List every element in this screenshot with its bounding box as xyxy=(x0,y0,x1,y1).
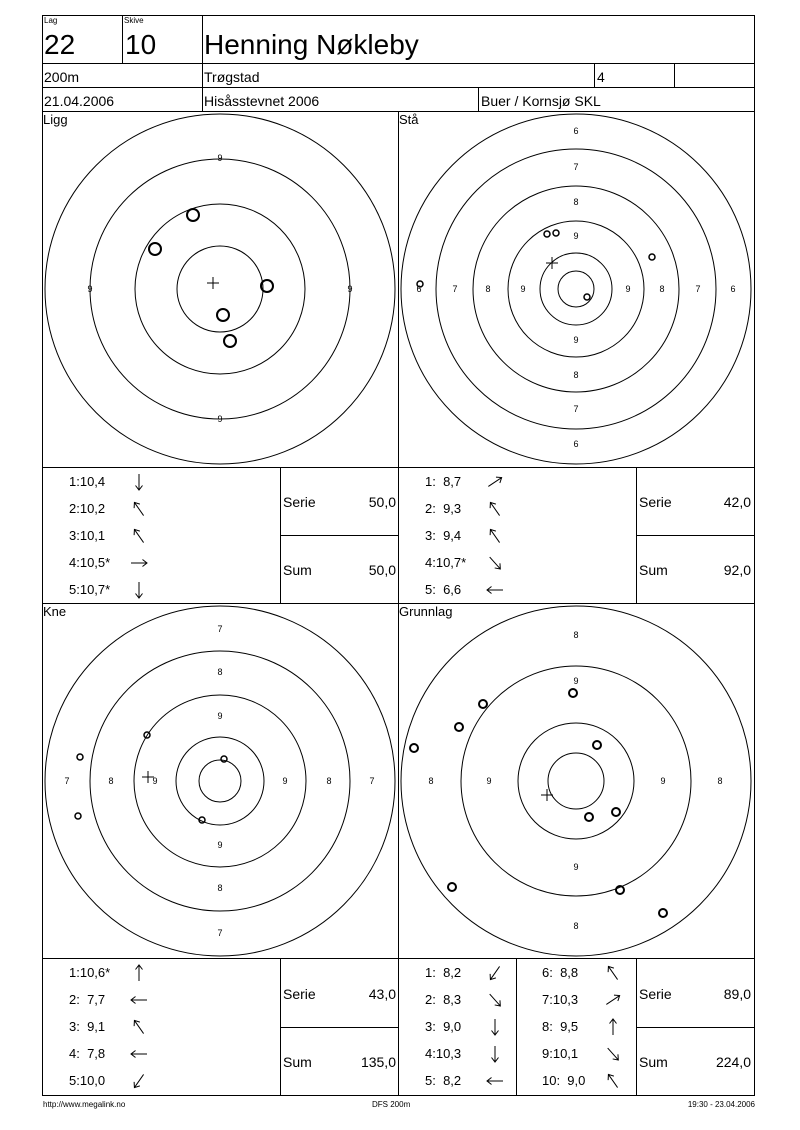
sta-ring-label: 7 xyxy=(695,284,701,294)
ligg-shot-score: 3:10,1 xyxy=(69,528,106,543)
ligg-sum-label: Sum xyxy=(283,562,312,578)
grunnlag-sum-value: 224,0 xyxy=(715,1054,751,1070)
grunnlag-shot-hole xyxy=(593,741,601,749)
club: Trøgstad xyxy=(204,69,260,85)
sta-ring xyxy=(473,186,679,392)
sta-shot-hole xyxy=(584,294,590,300)
event: Hisåsstevnet 2006 xyxy=(204,93,320,109)
kne-ring-label: 8 xyxy=(217,883,223,893)
kne-shot-score: 2: 7,7 xyxy=(69,992,106,1007)
skive-value: 10 xyxy=(125,29,157,60)
ligg-shot-hole xyxy=(217,309,229,321)
grunnlag-shot-hole xyxy=(479,700,487,708)
sta-serie-label: Serie xyxy=(639,494,672,510)
sta-sum-value: 92,0 xyxy=(723,562,751,578)
ligg-shot-hole xyxy=(187,209,199,221)
kne-shot-hole xyxy=(77,754,83,760)
grunnlag-ring-label: 8 xyxy=(428,776,434,786)
grunnlag-ring-label: 8 xyxy=(717,776,723,786)
grunnlag-shot-score: 10: 9,0 xyxy=(542,1073,586,1088)
ligg-serie-label: Serie xyxy=(283,494,316,510)
grunnlag-ring-label: 9 xyxy=(486,776,492,786)
grunnlag-ring-label: 8 xyxy=(573,921,579,931)
kne-sum-value: 135,0 xyxy=(360,1054,396,1070)
ligg-ring-label: 9 xyxy=(347,284,353,294)
grunnlag-shot-hole xyxy=(569,689,577,697)
grunnlag-shot-score: 6: 8,8 xyxy=(542,965,579,980)
grunnlag-shot-score: 9:10,1 xyxy=(542,1046,579,1061)
ligg-ring xyxy=(135,204,305,374)
skive-label: Skive xyxy=(124,16,144,25)
sta-ring-label: 6 xyxy=(416,284,422,294)
grunnlag-shot-hole xyxy=(455,723,463,731)
kne-ring xyxy=(176,737,264,825)
sta-ring-label: 7 xyxy=(452,284,458,294)
footer-center: DFS 200m xyxy=(372,1100,411,1109)
ligg-ring-label: 9 xyxy=(87,284,93,294)
sta-ring-label: 8 xyxy=(485,284,491,294)
grunnlag-shot-score: 8: 9,5 xyxy=(542,1019,579,1034)
kne-ring-label: 8 xyxy=(108,776,114,786)
kne-shot-hole xyxy=(221,756,227,762)
footer-url: http://www.megalink.no xyxy=(43,1100,126,1109)
ligg-shot-score: 1:10,4 xyxy=(69,474,106,489)
sta-shot-hole xyxy=(544,231,550,237)
kne-ring-label: 9 xyxy=(152,776,158,786)
sta-shot-score: 3: 9,4 xyxy=(425,528,462,543)
sta-shot-score: 4:10,7* xyxy=(425,555,467,570)
grunnlag-ring xyxy=(401,606,751,956)
grunnlag-ring-label: 9 xyxy=(573,862,579,872)
kne-shot-hole xyxy=(75,813,81,819)
ligg-sum-value: 50,0 xyxy=(368,562,396,578)
ligg-shot-score: 4:10,5* xyxy=(69,555,111,570)
grunnlag-ring xyxy=(518,723,634,839)
kne-ring xyxy=(45,606,395,956)
ligg-ring-label: 9 xyxy=(217,414,223,424)
kne-ring-label: 7 xyxy=(217,624,223,634)
ligg-serie-value: 50,0 xyxy=(368,494,396,510)
ligg-ring-label: 9 xyxy=(217,153,223,163)
sta-shot-score: 5: 6,6 xyxy=(425,582,462,597)
grunnlag-shot-hole xyxy=(659,909,667,917)
lag-value: 22 xyxy=(44,29,76,60)
kne-ring-label: 7 xyxy=(64,776,70,786)
sta-ring-label: 9 xyxy=(573,335,579,345)
kne-ring-label: 9 xyxy=(217,840,223,850)
grunnlag-shot-score: 2: 8,3 xyxy=(425,992,462,1007)
sta-ring-label: 8 xyxy=(659,284,665,294)
kne-sum-label: Sum xyxy=(283,1054,312,1070)
sta-ring-label: 7 xyxy=(573,162,579,172)
date: 21.04.2006 xyxy=(44,93,115,109)
kne-ring-label: 9 xyxy=(217,711,223,721)
sta-label: Stå xyxy=(399,112,419,127)
grunnlag-ring-label: 9 xyxy=(573,676,579,686)
grunnlag-ring xyxy=(548,753,604,809)
klasse: 4 xyxy=(597,69,605,85)
sta-ring-label: 8 xyxy=(573,197,579,207)
kne-ring xyxy=(90,651,350,911)
kne-label: Kne xyxy=(43,604,67,619)
grunnlag-shot-score: 7:10,3 xyxy=(542,992,579,1007)
sta-shot-hole xyxy=(553,230,559,236)
sta-ring-label: 6 xyxy=(573,439,579,449)
sta-ring-label: 9 xyxy=(625,284,631,294)
grunnlag-serie-value: 89,0 xyxy=(723,986,751,1002)
grunnlag-ring-label: 9 xyxy=(660,776,666,786)
ligg-shot-hole xyxy=(149,243,161,255)
grunnlag-label: Grunnlag xyxy=(399,604,453,619)
sta-shot-score: 2: 9,3 xyxy=(425,501,462,516)
ligg-shot-score: 2:10,2 xyxy=(69,501,106,516)
grunnlag-shot-hole xyxy=(448,883,456,891)
sta-serie-value: 42,0 xyxy=(723,494,751,510)
kne-ring-label: 8 xyxy=(217,667,223,677)
sta-ring-label: 9 xyxy=(573,231,579,241)
grunnlag-ring-label: 8 xyxy=(573,630,579,640)
ligg-ring xyxy=(90,159,350,419)
sta-ring xyxy=(540,253,612,325)
kne-shot-score: 5:10,0 xyxy=(69,1073,106,1088)
kne-serie-label: Serie xyxy=(283,986,316,1002)
sta-ring xyxy=(436,149,716,429)
kne-ring-label: 7 xyxy=(369,776,375,786)
sta-sum-label: Sum xyxy=(639,562,668,578)
grunnlag-center-mark xyxy=(541,789,553,801)
kne-shot-score: 1:10,6* xyxy=(69,965,111,980)
grunnlag-shot-score: 5: 8,2 xyxy=(425,1073,462,1088)
venue: Buer / Kornsjø SKL xyxy=(481,93,601,109)
sta-ring-label: 7 xyxy=(573,404,579,414)
sta-ring-label: 6 xyxy=(573,126,579,136)
ligg-label: Ligg xyxy=(43,112,68,127)
sta-ring-label: 9 xyxy=(520,284,526,294)
grunnlag-shot-hole xyxy=(612,808,620,816)
grunnlag-shot-score: 4:10,3 xyxy=(425,1046,462,1061)
grunnlag-shot-score: 3: 9,0 xyxy=(425,1019,462,1034)
grunnlag-serie-label: Serie xyxy=(639,986,672,1002)
kne-ring-label: 8 xyxy=(326,776,332,786)
sta-shot-score: 1: 8,7 xyxy=(425,474,462,489)
lag-label: Lag xyxy=(44,16,58,25)
kne-ring xyxy=(199,760,241,802)
ligg-shot-hole xyxy=(224,335,236,347)
kne-shot-score: 4: 7,8 xyxy=(69,1046,106,1061)
shooter-name: Henning Nøkleby xyxy=(204,29,419,60)
sta-ring-label: 6 xyxy=(730,284,736,294)
ligg-center-mark xyxy=(207,277,219,289)
kne-shot-score: 3: 9,1 xyxy=(69,1019,106,1034)
sta-shot-hole xyxy=(649,254,655,260)
ligg-shot-score: 5:10,7* xyxy=(69,582,111,597)
kne-ring-label: 7 xyxy=(217,928,223,938)
grunnlag-sum-label: Sum xyxy=(639,1054,668,1070)
kne-serie-value: 43,0 xyxy=(368,986,396,1002)
grunnlag-shot-hole xyxy=(410,744,418,752)
distance: 200m xyxy=(44,69,80,85)
footer-timestamp: 19:30 - 23.04.2006 xyxy=(687,1100,755,1109)
sta-ring-label: 8 xyxy=(573,370,579,380)
kne-ring-label: 9 xyxy=(282,776,288,786)
grunnlag-shot-hole xyxy=(585,813,593,821)
grunnlag-shot-score: 1: 8,2 xyxy=(425,965,462,980)
sta-ring xyxy=(558,271,594,307)
